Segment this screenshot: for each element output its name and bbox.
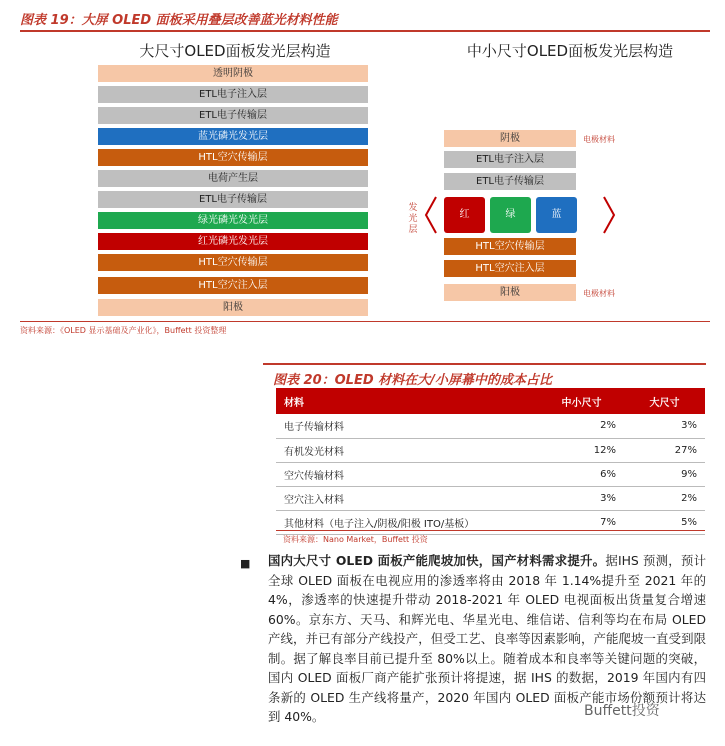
emit-bracket-left — [426, 197, 436, 233]
left-layer-red-emit: 红光磷光发光层 — [98, 233, 368, 250]
cell-material: 有机发光材料 — [276, 438, 539, 462]
cell-material: 空穴注入材料 — [276, 486, 539, 510]
left-layer-blue-emit: 蓝光磷光发光层 — [98, 128, 368, 145]
right-electrode-label-top: 电极材料 — [583, 135, 615, 144]
right-layer-etl-transport: ETL电子传输层 — [444, 173, 576, 190]
table-row — [276, 438, 705, 462]
cell-large: 2% — [624, 486, 705, 510]
right-layer-htl-inject: HTL空穴注入层 — [444, 260, 576, 277]
right-layer-htl-transport: HTL空穴传输层 — [444, 238, 576, 255]
cell-large: 3% — [624, 414, 705, 438]
left-layer-etl-transport: ETL电子传输层 — [98, 107, 368, 124]
header-material: 材料 — [276, 388, 539, 414]
right-layer-etl-inject: ETL电子注入层 — [444, 151, 576, 168]
header-large: 大尺寸 — [624, 388, 705, 414]
table-header-row — [276, 388, 705, 414]
title-rule — [20, 30, 710, 32]
figure19-title: 图表 19：大屏 OLED 面板采用叠层改善蓝光材料性能 — [20, 13, 338, 28]
left-layer-anode: 阳极 — [98, 299, 368, 316]
left-layer-htl-inject: HTL空穴注入层 — [98, 277, 368, 294]
left-layer-etl-transport-2: ETL电子传输层 — [98, 191, 368, 208]
cell-small: 2% — [539, 414, 624, 438]
cell-small: 6% — [539, 462, 624, 486]
cell-material: 其他材料（电子注入/阴极/阳极 ITO/基板） — [276, 510, 539, 534]
cell-material: 电子传输材料 — [276, 414, 539, 438]
watermark: Buffett投资 — [584, 703, 660, 719]
figure19-bottom-rule — [20, 321, 710, 322]
left-layer-htl-transport: HTL空穴传输层 — [98, 149, 368, 166]
left-layer-green-emit: 绿光磷光发光层 — [98, 212, 368, 229]
right-layer-cathode: 阴极 — [444, 130, 576, 147]
right-subpixel-red: 红 — [444, 197, 485, 233]
figure19-source: 资料来源：《OLED 显示基础及产业化》，Buffett 投资整理 — [20, 326, 227, 335]
right-subtitle: 中小尺寸OLED面板发光层构造 — [466, 42, 674, 60]
cell-small: 12% — [539, 438, 624, 462]
cell-large: 27% — [624, 438, 705, 462]
right-electrode-label-bottom: 电极材料 — [583, 289, 615, 298]
header-small-medium: 中小尺寸 — [539, 388, 624, 414]
cell-material: 空穴传输材料 — [276, 462, 539, 486]
left-layer-charge-gen: 电荷产生层 — [98, 170, 368, 187]
right-subpixel-blue: 蓝 — [536, 197, 577, 233]
left-subtitle: 大尺寸OLED面板发光层构造 — [139, 42, 331, 60]
cost-table — [276, 388, 705, 535]
paragraph-body: 据IHS 预测，预计全球 OLED 面板在电视应用的渗透率将由 2018 年 1.14%提升至 2021 年的 4%，渗透率的快速提升带动 2018-2021 年 OLED 电视面板出货量复合增速 60%。京东方、天马、和辉光电、华星光电、维信诺、信利等均在布局 OLED 产线，并已有部分产线投产，但受工艺、良率等因素影响，产能爬坡一直受到限制。据了解良率目前已提升至 80%以上。随着成本和良率等关键问题的突破，国内 OLED 面板厂商产能扩张预计将提速，据 IHS 的数据，2019 年国内有四条新的 OLED 生产线将量产，2020 年国内 OLED 面板产能市场份额预计将达到 40%。 — [268, 553, 706, 724]
cell-small: 7% — [539, 510, 624, 534]
right-subpixel-green: 绿 — [490, 197, 531, 233]
left-layer-htl-transport-2: HTL空穴传输层 — [98, 254, 368, 271]
table-row — [276, 486, 705, 510]
right-layer-anode: 阳极 — [444, 284, 576, 301]
figure20-top-rule — [263, 363, 706, 365]
table-row — [276, 462, 705, 486]
figure20-bottom-rule — [276, 530, 705, 531]
left-layer-transparent-cathode: 透明阴极 — [98, 65, 368, 82]
table-row — [276, 414, 705, 438]
cell-large: 5% — [624, 510, 705, 534]
paragraph-lead: 国内大尺寸 OLED 面板产能爬坡加快，国产材料需求提升。 — [268, 553, 606, 568]
emit-layer-label: 发光层 — [408, 203, 418, 235]
emit-bracket-right — [604, 197, 614, 233]
bullet-icon: ■ — [240, 557, 251, 570]
left-layer-etl-inject: ETL电子注入层 — [98, 86, 368, 103]
cell-large: 9% — [624, 462, 705, 486]
figure20-title: 图表 20：OLED 材料在大/小屏幕中的成本占比 — [273, 373, 552, 388]
figure20-source: 资料来源：Nano Market，Buffett 投资 — [283, 535, 428, 544]
cell-small: 3% — [539, 486, 624, 510]
